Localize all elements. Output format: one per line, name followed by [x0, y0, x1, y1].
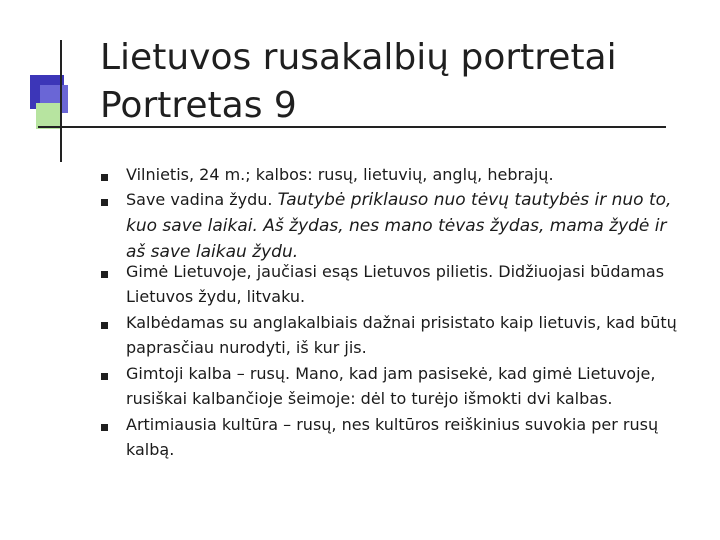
bullet-item-6: Artimiausia kultūra – rusų, nes kultūros reiškinius suvokia per rusų kalbą. — [126, 415, 659, 459]
bullet-marker — [101, 322, 108, 329]
bullet-marker — [101, 424, 108, 431]
title-line-2: Portretas 9 — [100, 85, 297, 126]
bullet-item-2-plain: Save vadina žydu. — [126, 190, 278, 209]
title-line-1: Lietuvos rusakalbių portretai — [100, 37, 617, 78]
bullet-item-4: Kalbėdamas su anglakalbiais dažnai prisistato kaip lietuvis, kad būtų paprasčiau nurodyti, iš kur jis. — [126, 313, 677, 357]
bullet-item-5: Gimtoji kalba – rusų. Mano, kad jam pasisekė, kad gimė Lietuvoje, rusiškai kalbančioje šeimoje: dėl to turėjo išmokti dvi kalbas. — [126, 364, 656, 408]
bullet-marker — [101, 373, 108, 380]
bullet-marker — [101, 199, 108, 206]
bullet-marker — [101, 174, 108, 181]
bullet-item-3: Gimė Lietuvoje, jaučiasi esąs Lietuvos pilietis. Didžiuojasi būdamas Lietuvos žydu, litvaku. — [126, 262, 665, 306]
bullet-marker — [101, 271, 108, 278]
bullet-item-1: Vilnietis, 24 m.; kalbos: rusų, lietuvių, anglų, hebrajų. — [126, 165, 554, 184]
bullet-item-2-quote: Tautybė priklauso nuo tėvų tautybės ir nuo to, kuo save laikai. Aš žydas, nes mano tėvas žydas, mama žydė ir aš save laikau žydu. — [126, 190, 672, 262]
bullet-item-2 — [126, 187, 686, 265]
